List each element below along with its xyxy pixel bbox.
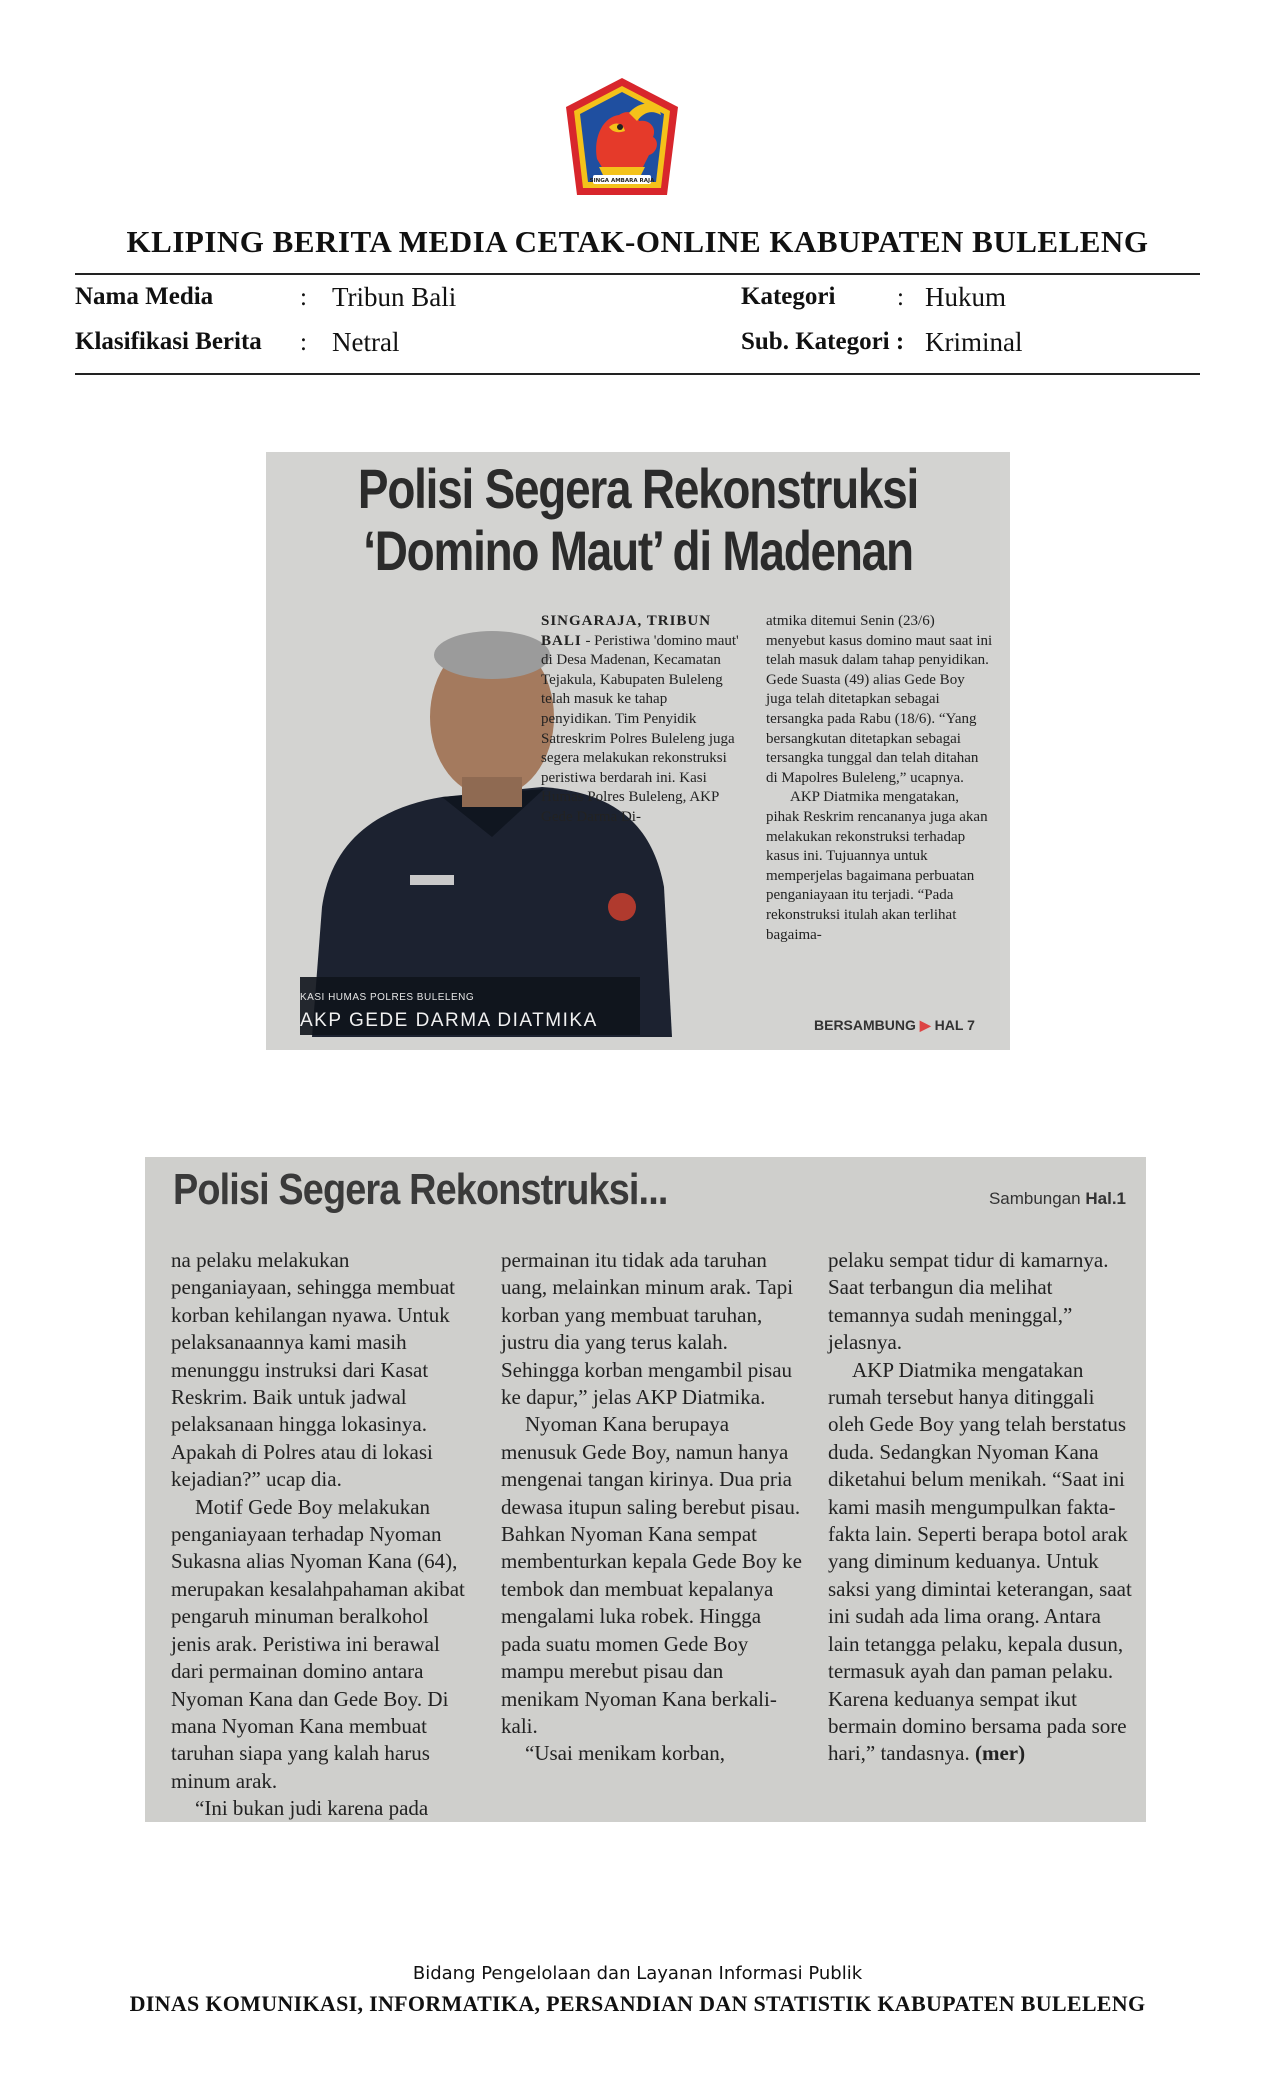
article-paragraph: atmika ditemui Senin (23/6) menyebut kasus domino maut saat ini telah masuk dalam tahap penyidikan. Gede Suasta (49) alias Gede Boy juga telah ditetapkan sebagai tersangka pada Rabu (18/6). “Yang bersangkutan ditetapkan sebagai tersangka tunggal dan telah ditahan di Mapolres Buleleng,” ucapnya. <box>766 613 993 786</box>
author-signoff: (mer) <box>974 1741 1026 1766</box>
continuation-marker <box>989 1189 1126 1209</box>
article-paragraph: AKP Diatmika mengatakan, pihak Reskrim rencananya juga akan melakukan rekonstruksi terhadap kasus ini. Tujuannya untuk memperjelas bagaimana perbuatan penganiayaan itu terjadi. “Pada rekonstruksi itulah akan terlihat bagaima- <box>766 789 988 943</box>
continued-label: BERSAMBUNG <box>814 1017 916 1033</box>
article-paragraph: Motif Gede Boy melakukan penganiayaan terhadap Nyoman Sukasna alias Nyoman Kana (64), merupakan kesalahpahaman akibat pengaruh minuman beralkohol jenis arak. Peristiwa ini berawal dari permainan domino antara Nyoman Kana dan Gede Boy. Di mana Nyoman Kana membuat taruhan siapa yang kalah harus minum arak. <box>171 1494 465 1793</box>
photo-caption-role: KASI HUMAS POLRES BULELENG <box>300 992 475 1003</box>
footer-title: DINAS KOMUNIKASI, INFORMATIKA, PERSANDIAN DAN STATISTIK KABUPATEN BULELENG <box>129 1991 1146 2016</box>
article-paragraph: na pelaku melakukan penganiayaan, sehingga membuat korban kehilangan nyawa. Untuk pelaksanaannya kami masih menunggu instruksi dari Kasat Reskrim. Baik untuk jadwal pelaksanaan hingga lokasinya. Apakah di Polres atau di lokasi kejadian?” ucap dia. <box>171 1248 455 1492</box>
header-divider-bottom <box>75 373 1200 375</box>
article-column-b <box>766 612 993 945</box>
article-paragraph: pelaku sempat tidur di kamarnya. Saat terbangun dia melihat temannya sudah meninggal,” jelasnya. <box>828 1248 1109 1355</box>
sub-kategori-value: Kriminal <box>925 327 1023 357</box>
regency-logo <box>563 75 681 199</box>
klasifikasi-label: Klasifikasi Berita <box>75 328 262 355</box>
page-title: KLIPING BERITA MEDIA CETAK-ONLINE KABUPATEN BULELENG <box>126 224 1149 259</box>
continuation-label: Sambungan <box>988 1189 1081 1208</box>
clipping-headline-line1: Polisi Segera Rekonstruksi <box>357 457 919 520</box>
nama-media-label: Nama Media <box>75 283 214 310</box>
article-paragraph: AKP Diatmika mengatakan rumah tersebut hanya ditinggali oleh Gede Boy yang telah berstatus duda. Sedangkan Nyoman Kana diketahui belum menikah. “Saat ini kami masih mengumpulkan fakta-fakta lain. Seperti berapa botol arak yang diminum keduanya. Untuk saksi yang dimintai keterangan, saat ini sudah ada lima orang. Antara lain tetangga pelaku, kepala dusun, termasuk ayah dan paman pelaku. Karena keduanya sempat ikut bermain domino bersama pada sore hari,” tandasnya. <box>828 1357 1132 1766</box>
klasifikasi-value: Netral <box>332 327 400 357</box>
arrow-right-icon: ▶ <box>919 1017 931 1033</box>
sub-kategori-label: Sub. Kategori : <box>741 328 905 355</box>
article-column-3 <box>828 1247 1133 1768</box>
header-divider-top <box>75 273 1200 275</box>
footer-subtitle: Bidang Pengelolaan dan Layanan Informasi Publik <box>412 1963 863 1984</box>
article-paragraph: Nyoman Kana berupaya menusuk Gede Boy, namun hanya mengenai tangan kirinya. Dua pria dewasa itupun saling berebut pisau. Bahkan Nyoman Kana sempat membenturkan kepala Gede Boy ke tembok dan membuat kepalanya mengalami luka robek. Hingga pada suatu momen Gede Boy mampu merebut pisau dan menikam Nyoman Kana berkali-kali. <box>501 1412 802 1738</box>
news-clipping-front <box>266 452 1010 1050</box>
continued-page: HAL 7 <box>934 1017 975 1033</box>
nama-media-colon: : <box>300 284 307 311</box>
article-column-a <box>541 612 739 828</box>
kategori-colon: : <box>897 284 904 311</box>
article-paragraph: “Usai menikam korban, <box>525 1741 726 1766</box>
clipping-headline-line2: ‘Domino Maut’ di Madenan <box>363 519 913 582</box>
continuation-headline: Polisi Segera Rekonstruksi... <box>173 1165 668 1214</box>
nama-media-value: Tribun Bali <box>332 282 457 312</box>
article-text: - Peristiwa 'domino maut' di Desa Madenan, Kecamatan Tejakula, Kabupaten Buleleng telah masuk ke tahap penyidikan. Tim Penyidik Satreskrim Polres Buleleng juga segera melakukan rekonstruksi peristiwa berdarah ini. Kasi Humas Polres Buleleng, AKP Gede Darma Di- <box>541 632 739 825</box>
singa-ambara-raja-emblem-icon <box>563 75 681 199</box>
kategori-label: Kategori <box>741 283 836 310</box>
photo-caption-name: AKP GEDE DARMA DIATMIKA <box>300 1010 598 1031</box>
continuation-page: Hal.1 <box>1085 1189 1126 1208</box>
article-paragraph: “Ini bukan judi karena pada <box>195 1796 429 1821</box>
svg-text:SINGA AMBARA RAJA: SINGA AMBARA RAJA <box>589 178 655 184</box>
news-clipping-continuation <box>145 1157 1146 1822</box>
klasifikasi-colon: : <box>300 329 307 356</box>
article-dateline: SINGARAJA, TRIBUN BALI <box>541 613 712 649</box>
kategori-value: Hukum <box>925 282 1006 312</box>
continued-marker <box>814 1017 975 1034</box>
article-column-1 <box>171 1247 472 1822</box>
article-paragraph: permainan itu tidak ada taruhan uang, melainkan minum arak. Tapi korban yang membuat taruhan, justru dia yang terus kalah. Sehingga korban mengambil pisau ke dapur,” jelas AKP Diatmika. <box>501 1248 794 1410</box>
article-column-2 <box>501 1247 803 1768</box>
